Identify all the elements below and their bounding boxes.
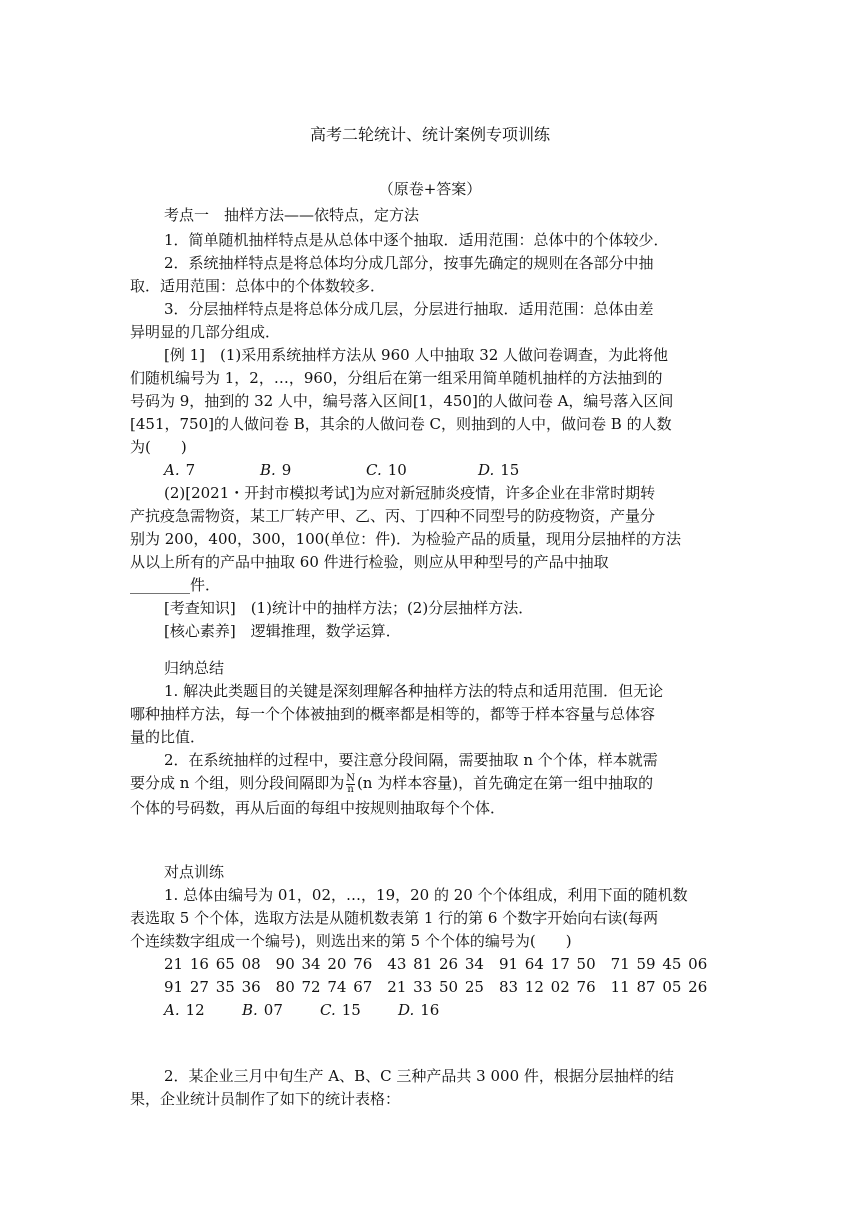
option-b: B. 9	[260, 461, 292, 479]
summary-line: 哪种抽样方法，每一个个体被抽到的概率都是相等的，都等于样本容量与总体容	[130, 705, 656, 723]
fraction-n-over-n: $\frac{N}{n}$	[346, 772, 355, 795]
question-line: 果，企业统计员制作了如下的统计表格：	[130, 1090, 401, 1108]
section-heading: 考点一 抽样方法——依特点，定方法	[164, 206, 420, 224]
question-line: 1. 总体由编号为 01，02，…，19，20 的 20 个个体组成，利用下面的随机数	[164, 886, 688, 904]
example-line: 产抗疫急需物资，某工厂转产甲、乙、丙、丁四种不同型号的防疫物资，产量分	[130, 507, 656, 525]
summary-heading: 归纳总结	[164, 659, 225, 677]
option-d: D. 15	[478, 461, 520, 479]
example-line: 别为 200，400，300，100(单位：件)．为检验产品的质量，现用分层抽样的方法	[130, 530, 681, 548]
example-line: [451，750]的人做问卷 B，其余的人做问卷 C，则抽到的人中，做问卷 B 的人数	[130, 415, 672, 433]
option-c: C. 15	[320, 1001, 361, 1019]
example-line: 们随机编号为 1，2，…，960，分组后在第一组采用简单随机抽样的方法抽到的	[130, 369, 663, 387]
example-line: ________件．	[130, 576, 221, 594]
option-d: D. 16	[398, 1001, 440, 1019]
example-line: 号码为 9，抽到的 32 人中，编号落入区间[1，450]的人做问卷 A，编号落入区间	[130, 392, 674, 410]
summary-line: 要分成 n 个组，则分段间隔即为 $\frac{N}{n}$ (n 为样本容量)，首先确定在第一组中抽取的	[130, 772, 654, 795]
option-a: A. 12	[164, 1001, 205, 1019]
literacy-note: [核心素养] 逻辑推理，数学运算．	[164, 622, 401, 640]
summary-line: 2．在系统抽样的过程中，要注意分段间隔，需要抽取 n 个个体，样本就需	[164, 751, 658, 769]
summary-line: 1. 解决此类题目的关键是深刻理解各种抽样方法的特点和适用范围．但无论	[164, 682, 664, 700]
practice-heading: 对点训练	[164, 863, 225, 881]
question-line: 个连续数字组成一个编号)，则选出来的第 5 个个体的编号为( )	[130, 932, 572, 950]
example-line: 为( )	[130, 438, 187, 456]
knowledge-note: [考查知识] (1)统计中的抽样方法；(2)分层抽样方法．	[164, 599, 534, 617]
example-line: 从以上所有的产品中抽取 60 件进行检验，则应从甲种型号的产品中抽取	[130, 553, 609, 571]
example-line: [例 1] (1)采用系统抽样方法从 960 人中抽取 32 人做问卷调查，为此将他	[164, 346, 669, 364]
option-b: B. 07	[242, 1001, 283, 1019]
paragraph-line: 2．系统抽样特点是将总体均分成几部分，按事先确定的规则在各部分中抽	[164, 254, 654, 272]
question-line: 表选取 5 个个体，选取方法是从随机数表第 1 行的第 6 个数字开始向右读(每两	[130, 909, 659, 927]
option-c: C. 10	[366, 461, 407, 479]
paragraph-line: 异明显的几部分组成．	[130, 323, 281, 341]
question-line: 2．某企业三月中旬生产 A、B、C 三种产品共 3 000 件，根据分层抽样的结	[164, 1067, 674, 1085]
paragraph-line: 3．分层抽样特点是将总体分成几层，分层进行抽取．适用范围：总体由差	[164, 300, 654, 318]
document-title: 高考二轮统计、统计案例专项训练	[309, 125, 550, 144]
paragraph-line: 1．简单随机抽样特点是从总体中逐个抽取．适用范围：总体中的个体较少．	[164, 231, 669, 249]
random-number-row: 91 27 35 36 80 72 74 67 21 33 50 25 83 12 02 76 11 87 05 26	[164, 978, 708, 996]
random-number-row: 21 16 65 08 90 34 20 76 43 81 26 34 91 64 17 50 71 59 45 06	[164, 955, 708, 973]
paragraph-line: 取．适用范围：总体中的个体数较多．	[130, 277, 386, 295]
summary-line: 量的比值．	[130, 728, 206, 746]
example-line: (2)[2021・开封市模拟考试]为应对新冠肺炎疫情，许多企业在非常时期转	[164, 484, 656, 502]
summary-line: 个体的号码数，再从后面的每组中按规则抽取每个个体．	[130, 799, 506, 817]
option-a: A. 7	[164, 461, 196, 479]
document-subtitle: （原卷+答案）	[378, 180, 482, 198]
